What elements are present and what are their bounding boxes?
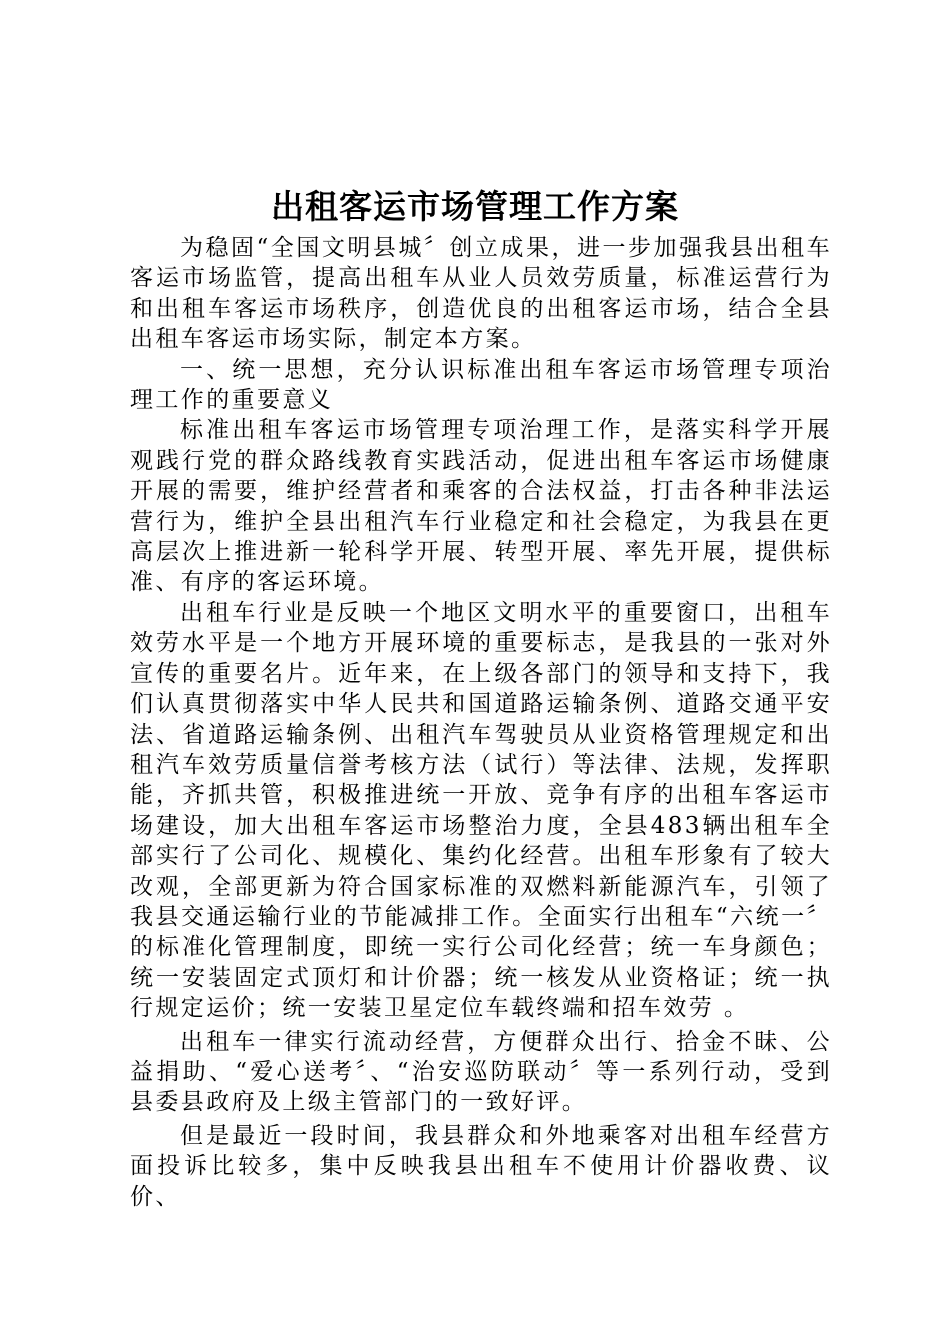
paragraph-industry-overview: 出租车行业是反映一个地区文明水平的重要窗口，出租车效劳水平是一个地方开展环境的重要标志，是我县的一张对外宣传的重要名片。近年来，在上级各部门的领导和支持下，我们认真贯彻落实中华人民共和国道路运输条例、道路交通平安法、省道路运输条例、出租汽车驾驶员从业资格管理规定和出租汽车效劳质量信誉考核方法（试行）等法律、法规，发挥职能，齐抓共管，积极推进统一开放、竞争有序的出租车客运市场建设，加大出租车客运市场整治力度，全县483辆出租车全部实行了公司化、规模化、集约化经营。出租车形象有了较大改观，全部更新为符合国家标准的双燃料新能源汽车，引领了我县交通运输行业的节能减排工作。全面实行出租车“六统一〞的标准化管理制度，即统一实行公司化经营；统一车身颜色；统一安装固定式顶灯和计价器；统一核发从业资格证；统一执行规定运价；统一安装卫星定位车载终端和招车效劳 。 (130, 599, 832, 1022)
document-title: 出租客运市场管理工作方案 (271, 187, 679, 226)
paragraph-significance: 标准出租车客运市场管理专项治理工作，是落实科学开展观践行党的群众路线教育实践活动，促进出租车客运市场健康开展的需要，维护经营者和乘客的合法权益，打击各种非法运营行为，维护全县出租汽车行业稳定和社会稳定，为我县在更高层次上推进新一轮科学开展、转型开展、率先开展，提供标准、有序的客运环境。 (130, 417, 832, 596)
paragraph-intro: 为稳固“全国文明县城〞创立成果，进一步加强我县出租车客运市场监管，提高出租车从业人员效劳质量，标准运营行为和出租车客运市场秩序，创造优良的出租客运市场，结合全县出租车客运市场实际，制定本方案。 (130, 235, 832, 353)
paragraph-achievements: 出租车一律实行流动经营，方便群众出行、拾金不昧、公益捐助、“爱心送考〞、“治安巡防联动〞等一系列行动，受到县委县政府及上级主管部门的一致好评。 (130, 1028, 832, 1116)
paragraph-complaints: 但是最近一段时间，我县群众和外地乘客对出租车经营方面投诉比较多，集中反映我县出租车不使用计价器收费、议价、 (130, 1122, 832, 1210)
document-body (130, 233, 832, 1212)
section-heading-1: 一、统一思想，充分认识标准出租车客运市场管理专项治理工作的重要意义 (130, 356, 832, 414)
